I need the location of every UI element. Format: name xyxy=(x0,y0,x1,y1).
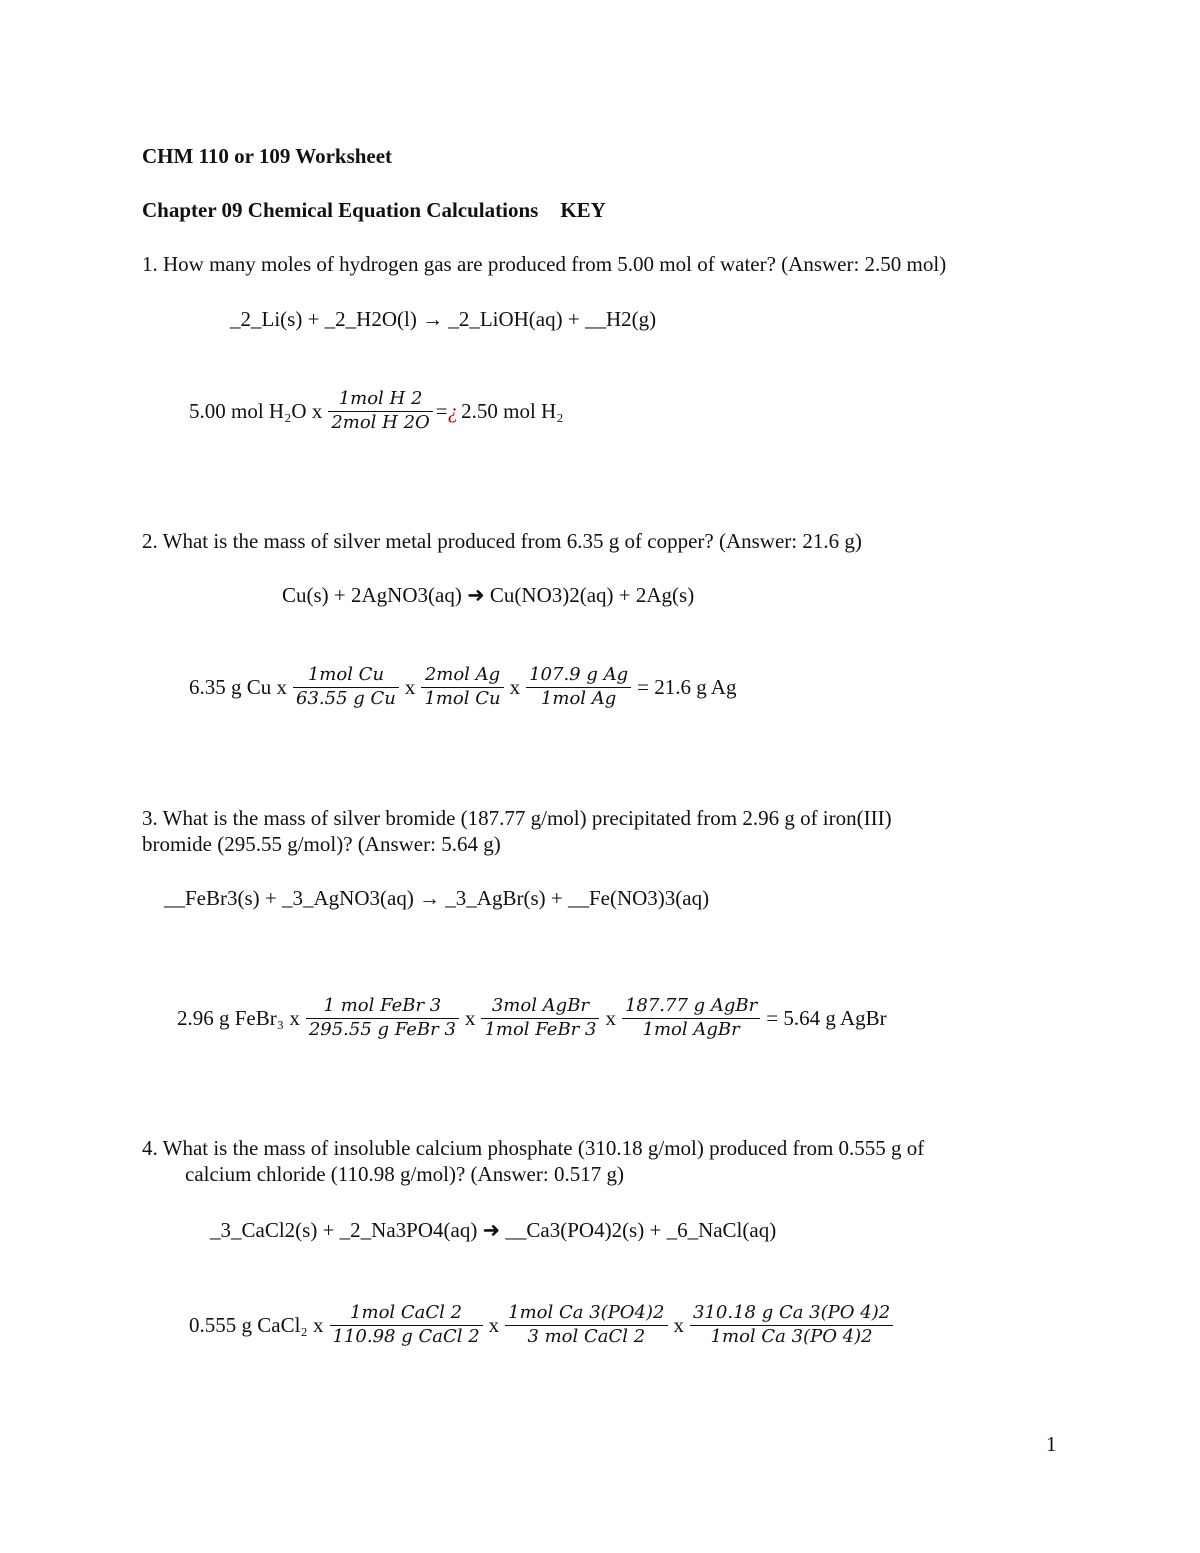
equation-2: Cu(s) + 2AgNO3(aq) ➜ Cu(NO3)2(aq) + 2Ag(s) xyxy=(282,583,695,607)
calc-3-frac-3-den: 1mol AgBr xyxy=(642,1018,740,1040)
calc-3-frac-2-num: 3mol AgBr xyxy=(481,995,599,1019)
calc-4-frac-2-den: 3 mol CaCl 2 xyxy=(527,1325,646,1347)
calc-1-frac-1-den: 2mol H 2O xyxy=(331,411,430,433)
calculation-1 xyxy=(186,388,567,434)
calc-4-times-1: x xyxy=(488,1312,500,1337)
calc-1-result: 2.50 mol H₂ xyxy=(461,398,564,423)
calc-2-fraction-3 xyxy=(526,664,631,710)
calc-4-frac-2-num: 1mol Ca 3(PO4)2 xyxy=(505,1302,667,1326)
question-3-line-1: 3. What is the mass of silver bromide (187.77 g/mol) precipitated from 2.96 g of iron(III) xyxy=(142,806,892,830)
calc-2-frac-1-num: 1mol Cu xyxy=(293,664,399,688)
equation-3: __FeBr3(s) + _3_AgNO3(aq) → _3_AgBr(s) + __Fe(NO3)3(aq) xyxy=(164,886,710,910)
calc-4-frac-1-num: 1mol CaCl 2 xyxy=(330,1302,483,1326)
calc-2-times-1: x xyxy=(404,674,416,699)
calc-2-frac-2-den: 1mol Cu xyxy=(424,687,501,709)
equation-1: _2_Li(s) + _2_H2O(l) → _2_LiOH(aq) + __H2(g) xyxy=(230,307,657,331)
question-3-line-2: bromide (295.55 g/mol)? (Answer: 5.64 g) xyxy=(142,832,501,856)
question-1: 1. How many moles of hydrogen gas are produced from 5.00 mol of water? (Answer: 2.50 mol) xyxy=(142,252,947,276)
calc-4-start: 0.555 g CaCl₂ x xyxy=(189,1312,324,1337)
calc-2-frac-1-den: 63.55 g Cu xyxy=(296,687,396,709)
question-4-line-1: 4. What is the mass of insoluble calcium phosphate (310.18 g/mol) produced from 0.555 g of xyxy=(142,1136,925,1160)
calc-2-frac-3-den: 1mol Ag xyxy=(540,687,617,709)
calc-2-frac-2-num: 2mol Ag xyxy=(421,664,503,688)
question-2: 2. What is the mass of silver metal produced from 6.35 g of copper? (Answer: 21.6 g) xyxy=(142,529,862,553)
key-label: KEY xyxy=(560,198,606,222)
calc-3-frac-1-den: 295.55 g FeBr 3 xyxy=(308,1018,456,1040)
calc-1-fraction-1 xyxy=(328,388,432,434)
calc-3-start: 2.96 g FeBr₃ x xyxy=(177,1005,300,1030)
calc-3-frac-1-num: 1 mol FeBr 3 xyxy=(306,995,459,1019)
calc-1-start: 5.00 mol H₂O x xyxy=(189,398,323,423)
calc-2-start: 6.35 g Cu x xyxy=(189,674,288,699)
calc-4-frac-3-den: 1mol Ca 3(PO 4)2 xyxy=(710,1325,873,1347)
calc-4-fraction-1 xyxy=(330,1302,483,1348)
chapter-heading xyxy=(142,198,606,222)
calc-2-fraction-2 xyxy=(421,664,503,710)
calc-4-frac-3-num: 310.18 g Ca 3(PO 4)2 xyxy=(690,1302,893,1326)
calc-2-frac-3-num: 107.9 g Ag xyxy=(526,664,631,688)
calc-3-frac-2-den: 1mol FeBr 3 xyxy=(484,1018,597,1040)
calc-4-times-2: x xyxy=(673,1312,684,1337)
calc-4-frac-1-den: 110.98 g CaCl 2 xyxy=(332,1325,480,1347)
calc-1-frac-1-num: 1mol H 2 xyxy=(328,388,432,412)
calc-3-fraction-1 xyxy=(306,995,459,1041)
calc-1-equals: = xyxy=(435,398,448,423)
calc-3-fraction-3 xyxy=(622,995,760,1041)
calculation-4 xyxy=(186,1302,896,1348)
calc-3-times-2: x xyxy=(605,1005,616,1030)
calc-3-times-1: x xyxy=(464,1005,476,1030)
calc-2-fraction-1 xyxy=(293,664,399,710)
calculation-2 xyxy=(186,664,739,710)
calc-3-result: = 5.64 g AgBr xyxy=(766,1005,887,1030)
calc-2-result: = 21.6 g Ag xyxy=(637,674,737,699)
question-4-line-2: calcium chloride (110.98 g/mol)? (Answer: 0.517 g) xyxy=(185,1162,624,1186)
equation-4: _3_CaCl2(s) + _2_Na3PO4(aq) ➜ __Ca3(PO4)2(s) + _6_NaCl(aq) xyxy=(210,1218,777,1242)
worksheet-title: CHM 110 or 109 Worksheet xyxy=(142,144,393,168)
calc-3-frac-3-num: 187.77 g AgBr xyxy=(622,995,760,1019)
calc-1-red-glyph: ¿ xyxy=(447,398,459,423)
calc-4-fraction-3 xyxy=(690,1302,893,1348)
calc-4-fraction-2 xyxy=(505,1302,667,1348)
page-number: 1 xyxy=(1046,1432,1057,1456)
chapter-title: Chapter 09 Chemical Equation Calculations xyxy=(142,198,539,222)
calc-3-fraction-2 xyxy=(481,995,599,1041)
calculation-3 xyxy=(174,995,890,1041)
calc-2-times-2: x xyxy=(509,674,521,699)
